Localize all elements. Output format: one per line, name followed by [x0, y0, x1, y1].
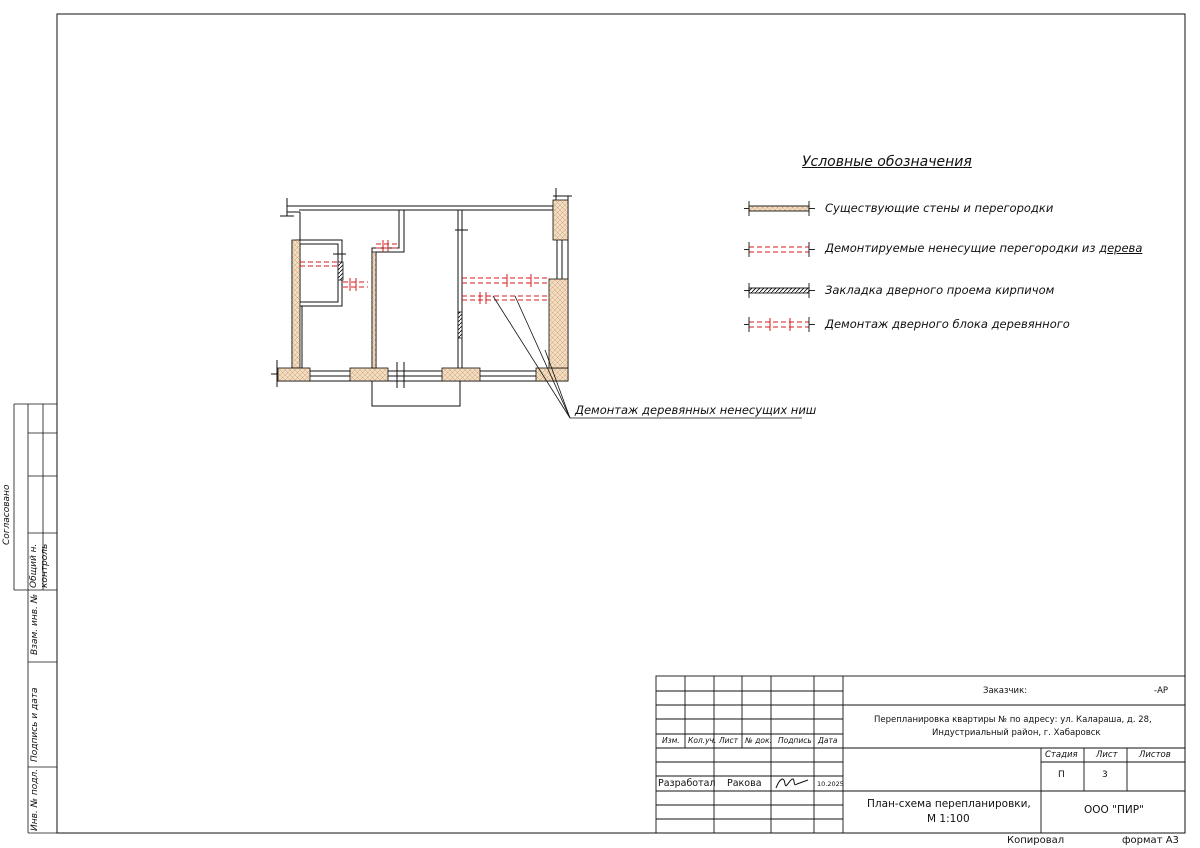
side-norm-control [29, 536, 51, 588]
hdr-sign: Подпись [778, 736, 812, 745]
legend-item-existing-walls: Существующие стены и перегородки [825, 201, 1054, 215]
legend-item-demolished-partitions [825, 243, 1142, 255]
footer-format: формат А3 [1122, 835, 1179, 846]
developer-date: 10.2025 [817, 780, 844, 788]
hdr-ndoc: № док. [745, 736, 772, 745]
hdr-kol: Кол.уч. [688, 736, 717, 745]
footer-copied: Копировал [1007, 835, 1065, 846]
side-norm-control-text: Общий н. контроль [29, 543, 50, 588]
side-orig-inv: Инв. № подл. [30, 768, 40, 831]
legend-symbols [744, 201, 815, 332]
project-line-2: Индустриальный район, г. Хабаровск [932, 728, 1101, 738]
legend-item-demolished-main: Демонтируемые ненесущие перегородки из [825, 241, 1100, 255]
legend-item-demolished-underlined: дерева [1099, 241, 1143, 255]
customer-label: Заказчик: [983, 686, 1028, 696]
side-replace-inv: Взам. инв. № [30, 593, 40, 655]
legend-item-door-demolition: Демонтаж дверного блока деревянного [825, 317, 1070, 331]
sheet-value: 3 [1102, 770, 1108, 780]
sheet-label: Лист [1096, 750, 1118, 760]
legend-title: Условные обозначения [802, 154, 972, 170]
hdr-izm: Изм. [662, 736, 680, 745]
stage-value: П [1058, 770, 1065, 780]
signature-image [776, 779, 808, 788]
company-name: ООО "ПИР" [1084, 804, 1144, 816]
legend-item-brick-infill: Закладка дверного проема кирпичом [825, 283, 1055, 297]
developed-label: Разработал [658, 778, 716, 789]
side-sign-date: Подпись и дата [30, 687, 40, 762]
sheet-frame [57, 14, 1185, 833]
hdr-date: Дата [818, 736, 838, 745]
developer-name: Ракова [727, 778, 762, 789]
side-agreed: Согласовано [2, 484, 12, 545]
sheets-label: Листов [1139, 750, 1171, 760]
drawing-title-1: План-схема перепланировки, [867, 798, 1031, 810]
document-code: -АР [1154, 686, 1169, 696]
hdr-list: Лист [719, 736, 739, 745]
plan-annotation: Демонтаж деревянных ненесущих ниш [575, 403, 817, 417]
stage-label: Стадия [1045, 750, 1078, 760]
drawing-title-2: М 1:100 [927, 813, 970, 825]
project-line-1: Перепланировка квартиры № по адресу: ул. Калараша, д. 28, [874, 715, 1152, 725]
floor-plan [271, 188, 802, 418]
